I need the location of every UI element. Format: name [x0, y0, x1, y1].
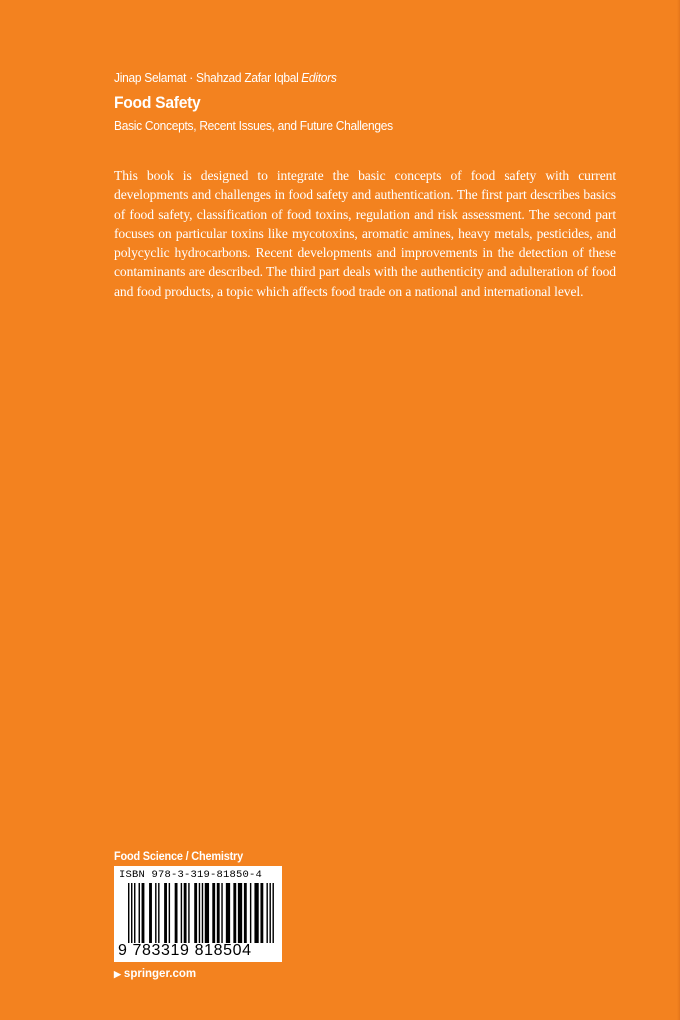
book-description: [114, 166, 616, 301]
barcode-bar: [149, 883, 152, 943]
barcode-bar: [269, 883, 270, 943]
publisher-website[interactable]: [114, 967, 196, 981]
book-subtitle: Basic Concepts, Recent Issues, and Future Challenges: [114, 118, 393, 133]
barcode-bar: [155, 883, 156, 943]
barcode-bar: [169, 883, 170, 943]
book-title: Food Safety: [114, 93, 201, 112]
barcode-bar: [212, 883, 215, 943]
description-text: This book is designed to integrate the basic concepts of food safety with current developments and challenges in food safety and authentication. The first part describes basics of food safety, classification of food toxins, regulation and risk assessment. The second part focuses on particular toxins like mycotoxins, aromatic amines, heavy metals, pesticides, and polycyclic hydrocarbons. Recent developments and improvements in the detection of these contaminants are described. The third part deals with the authenticity and adulteration of food and food products, a topic which affects food trade on a national and international level.: [114, 168, 616, 299]
barcode-bar: [244, 883, 247, 943]
barcode-bar: [233, 883, 236, 943]
arrow-icon: ▶: [114, 969, 121, 979]
barcode-bar: [128, 883, 129, 943]
barcode-bar: [194, 883, 197, 943]
barcode-bar: [221, 883, 222, 943]
barcode-bar: [254, 883, 258, 943]
barcode-bar: [188, 883, 189, 943]
barcode-bar: [260, 883, 263, 943]
barcode-bar: [238, 883, 242, 943]
barcode-bar: [181, 883, 182, 943]
barcode-bar: [131, 883, 132, 943]
barcode-bar: [164, 883, 167, 943]
website-url: springer.com: [123, 968, 197, 980]
barcode-bar: [272, 883, 273, 943]
barcode-bar: [158, 883, 159, 943]
barcode-bar: [139, 883, 140, 943]
editors-role: Editors: [301, 70, 337, 85]
isbn-label: ISBN 978-3-319-81850-4: [119, 869, 263, 881]
barcode-bar: [226, 883, 230, 943]
editors-line: [114, 70, 556, 86]
barcode-bar: [142, 883, 145, 943]
barcode-bar: [175, 883, 178, 943]
barcode-bar: [199, 883, 200, 943]
barcode-digits: 9 783319 818504: [118, 942, 252, 959]
isbn-barcode: [114, 866, 282, 962]
barcode-bar: [266, 883, 267, 943]
barcode-bars: [128, 883, 274, 943]
barcode-bar: [217, 883, 220, 943]
barcode-bar: [134, 883, 135, 943]
barcode-bar: [205, 883, 209, 943]
barcode-bar: [202, 883, 203, 943]
editor-names: Jinap Selamat · Shahzad Zafar Iqbal: [114, 70, 299, 85]
subject-category: Food Science / Chemistry: [114, 851, 244, 863]
barcode-bar: [250, 883, 251, 943]
barcode-bar: [184, 883, 187, 943]
header-block: [114, 70, 594, 134]
